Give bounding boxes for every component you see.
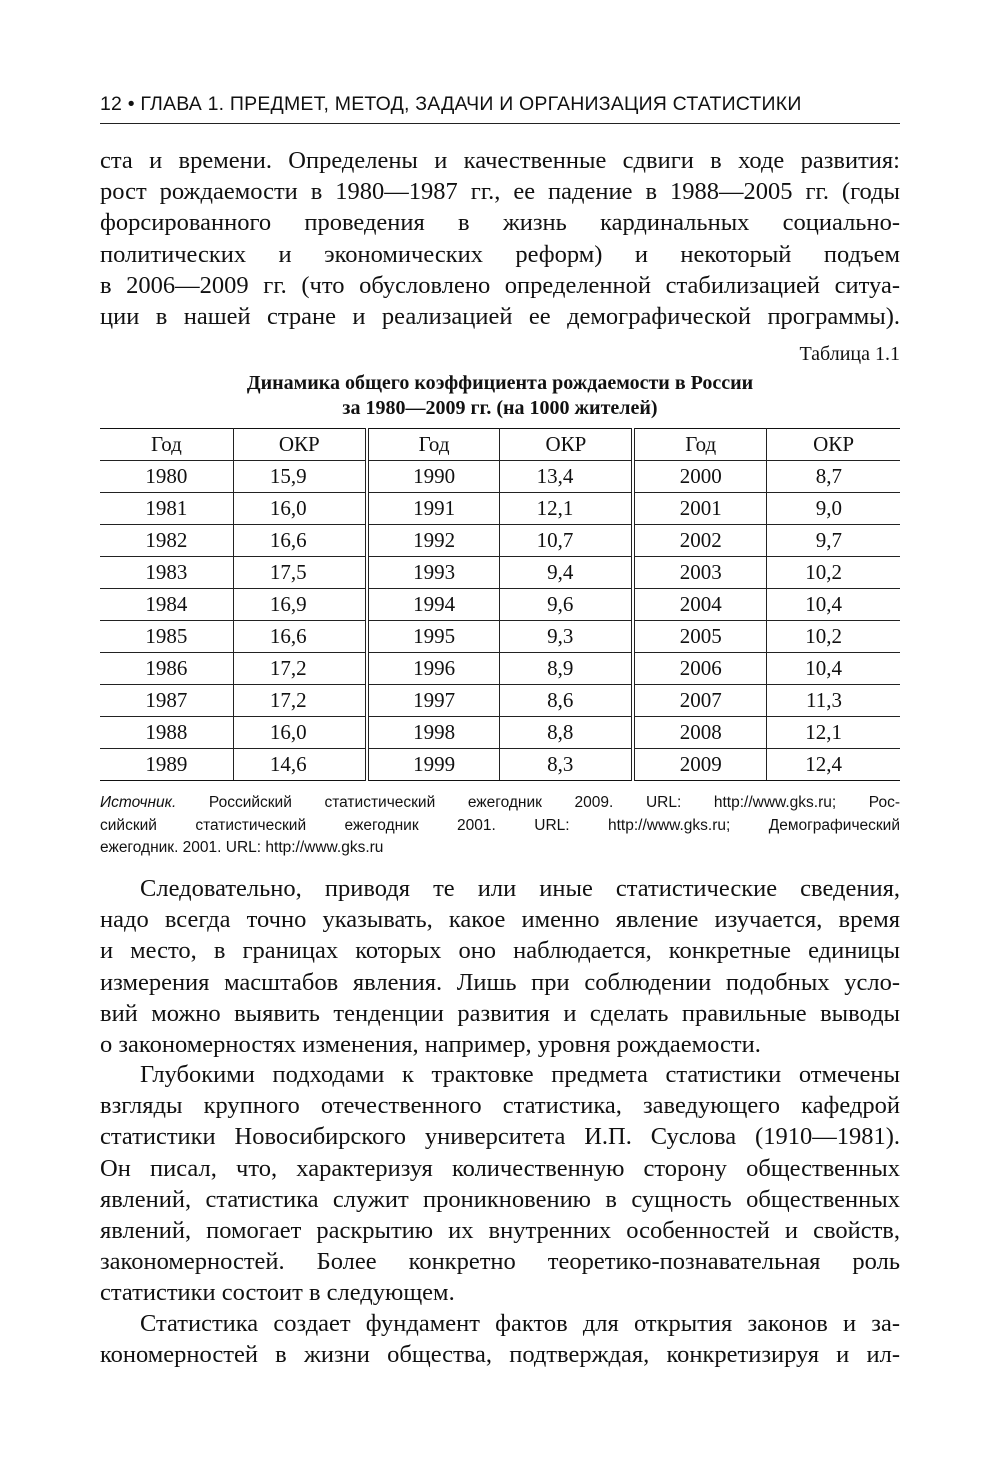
- year-cell: 1999: [367, 749, 500, 781]
- table-row: [100, 717, 900, 749]
- okr-value-cell: 9,7: [767, 525, 900, 557]
- text-line: закономерностей. Более конкретно теоретико-познавательная роль: [100, 1248, 900, 1276]
- okr-value-cell: 14,6: [233, 749, 366, 781]
- text-line: в 2006—2009 гг. (что обусловлено определенной стабилизацией ситуа-: [100, 271, 900, 299]
- text-line: явлений, помогает раскрытию их внутренних особенностей и свойств,: [100, 1216, 900, 1244]
- table-row: [100, 557, 900, 589]
- okr-value-cell: 12,4: [767, 749, 900, 781]
- text-line: Следовательно, приводя те или иные статистические сведения,: [140, 875, 900, 902]
- source-text: Российский статистический ежегодник 2009. URL: http://www.gks.ru; Рос-: [208, 794, 900, 811]
- text-line: взгляды крупного отечественного статистика, заведующего кафедрой: [100, 1092, 900, 1120]
- text-line: надо всегда точно указывать, какое именно явление изучается, время: [100, 906, 900, 934]
- okr-value-cell: 17,2: [233, 653, 366, 685]
- text-line: ста и времени. Определены и качественные сдвиги в ходе развития:: [100, 147, 900, 174]
- year-cell: 1993: [367, 557, 500, 589]
- okr-value-cell: 8,7: [767, 461, 900, 493]
- okr-value-cell: 9,0: [767, 493, 900, 525]
- year-cell: 1995: [367, 621, 500, 653]
- year-cell: 1992: [367, 525, 500, 557]
- year-cell: 1991: [367, 493, 500, 525]
- text-line: статистики Новосибирского университета И.П. Суслова (1910—1981).: [100, 1123, 900, 1151]
- year-cell: 1986: [100, 653, 233, 685]
- table-row: [100, 461, 900, 493]
- text-line: о закономерностях изменения, например, уровня рождаемости.: [100, 1030, 761, 1058]
- header-okr: ОКР: [767, 429, 900, 461]
- header-okr: ОКР: [233, 429, 366, 461]
- text-line: явлений, статистика служит проникновению в сущность общественных: [100, 1185, 900, 1213]
- paragraph-foundation: [100, 1308, 900, 1370]
- okr-value-cell: 13,4: [500, 461, 633, 493]
- okr-value-cell: 9,6: [500, 589, 633, 621]
- year-cell: 2002: [633, 525, 766, 557]
- okr-value-cell: 8,6: [500, 685, 633, 717]
- year-cell: 1984: [100, 589, 233, 621]
- okr-value-cell: 17,2: [233, 685, 366, 717]
- table-title-line: за 1980—2009 гг. (на 1000 жителей): [342, 397, 658, 419]
- text-line: и место, в границах которых оно наблюдается, конкретные единицы: [100, 937, 900, 965]
- year-cell: 2008: [633, 717, 766, 749]
- year-cell: 1987: [100, 685, 233, 717]
- text-line: Глубокими подходами к трактовке предмета статистики отмечены: [140, 1061, 900, 1088]
- table-header-row: [100, 429, 900, 461]
- year-cell: 1998: [367, 717, 500, 749]
- okr-value-cell: 12,1: [500, 493, 633, 525]
- year-cell: 2000: [633, 461, 766, 493]
- okr-value-cell: 15,9: [233, 461, 366, 493]
- year-cell: 1985: [100, 621, 233, 653]
- year-cell: 1988: [100, 717, 233, 749]
- okr-value-cell: 8,3: [500, 749, 633, 781]
- year-cell: 1981: [100, 493, 233, 525]
- text-line: Он писал, что, характеризуя количественную сторону общественных: [100, 1154, 900, 1182]
- source-line: [100, 792, 900, 815]
- okr-value-cell: 16,6: [233, 621, 366, 653]
- header-okr: ОКР: [500, 429, 633, 461]
- text-line: ции в нашей стране и реализацией ее демографической программы).: [100, 302, 900, 330]
- header-year: Год: [633, 429, 766, 461]
- okr-value-cell: 8,8: [500, 717, 633, 749]
- table-row: [100, 589, 900, 621]
- year-cell: 2006: [633, 653, 766, 685]
- okr-value-cell: 10,2: [767, 621, 900, 653]
- table-label: Таблица 1.1: [799, 343, 900, 365]
- chapter-title: ГЛАВА 1. ПРЕДМЕТ, МЕТОД, ЗАДАЧИ И ОРГАНИЗАЦИЯ СТАТИСТИКИ: [140, 93, 802, 115]
- year-cell: 1994: [367, 589, 500, 621]
- source-note: [100, 792, 900, 860]
- source-line: ежегодник. 2001. URL: http://www.gks.ru: [100, 839, 384, 856]
- okr-value-cell: 10,7: [500, 525, 633, 557]
- okr-value-cell: 8,9: [500, 653, 633, 685]
- okr-value-cell: 16,6: [233, 525, 366, 557]
- text-line: измерения масштабов явления. Лишь при соблюдении подобных усло-: [100, 968, 900, 996]
- year-cell: 2005: [633, 621, 766, 653]
- table-row: [100, 621, 900, 653]
- year-cell: 1983: [100, 557, 233, 589]
- year-cell: 2007: [633, 685, 766, 717]
- text-line: вий можно выявить тенденции развития и сделать правильные выводы: [100, 999, 900, 1027]
- okr-value-cell: 10,4: [767, 589, 900, 621]
- paragraph-suslov: [100, 1059, 900, 1309]
- text-line: Статистика создает фундамент фактов для открытия законов и за-: [140, 1310, 900, 1337]
- year-cell: 1989: [100, 749, 233, 781]
- year-cell: 1997: [367, 685, 500, 717]
- table-row: [100, 493, 900, 525]
- okr-value-cell: 9,3: [500, 621, 633, 653]
- okr-value-cell: 11,3: [767, 685, 900, 717]
- year-cell: 1980: [100, 461, 233, 493]
- intro-paragraph: [100, 145, 900, 332]
- table-row: [100, 525, 900, 557]
- text-line: форсированного проведения в жизнь кардинальных социально-: [100, 209, 900, 237]
- source-lead: Источник.: [100, 794, 177, 811]
- table-row: [100, 653, 900, 685]
- okr-value-cell: 10,4: [767, 653, 900, 685]
- header-year: Год: [367, 429, 500, 461]
- source-line: сийский статистический ежегодник 2001. URL: http://www.gks.ru; Демографический: [100, 816, 900, 834]
- text-line: политических и экономических реформ) и некоторый подъем: [100, 240, 900, 268]
- year-cell: 1990: [367, 461, 500, 493]
- page-number: 12: [100, 93, 123, 115]
- table-row: [100, 749, 900, 781]
- okr-value-cell: 9,4: [500, 557, 633, 589]
- okr-value-cell: 12,1: [767, 717, 900, 749]
- year-cell: 1996: [367, 653, 500, 685]
- okr-value-cell: 16,0: [233, 493, 366, 525]
- table-title: [100, 371, 900, 421]
- okr-value-cell: 17,5: [233, 557, 366, 589]
- text-line: рост рождаемости в 1980—1987 гг., ее падение в 1988—2005 гг. (годы: [100, 178, 900, 206]
- header-year: Год: [100, 429, 233, 461]
- year-cell: 1982: [100, 525, 233, 557]
- table-row: [100, 685, 900, 717]
- okr-value-cell: 16,0: [233, 717, 366, 749]
- bullet-separator: •: [127, 93, 135, 115]
- text-line: статистики состоит в следующем.: [100, 1279, 455, 1307]
- year-cell: 2001: [633, 493, 766, 525]
- year-cell: 2003: [633, 557, 766, 589]
- year-cell: 2009: [633, 749, 766, 781]
- table-body: [100, 461, 900, 781]
- text-line: кономерностей в жизни общества, подтверждая, конкретизируя и ил-: [100, 1341, 900, 1369]
- paragraph-conclusion: [100, 873, 900, 1060]
- okr-value-cell: 16,9: [233, 589, 366, 621]
- birth-rate-table: [100, 428, 900, 781]
- okr-value-cell: 10,2: [767, 557, 900, 589]
- year-cell: 2004: [633, 589, 766, 621]
- table-title-line: Динамика общего коэффициента рождаемости в России: [246, 372, 754, 394]
- running-head: [100, 93, 900, 124]
